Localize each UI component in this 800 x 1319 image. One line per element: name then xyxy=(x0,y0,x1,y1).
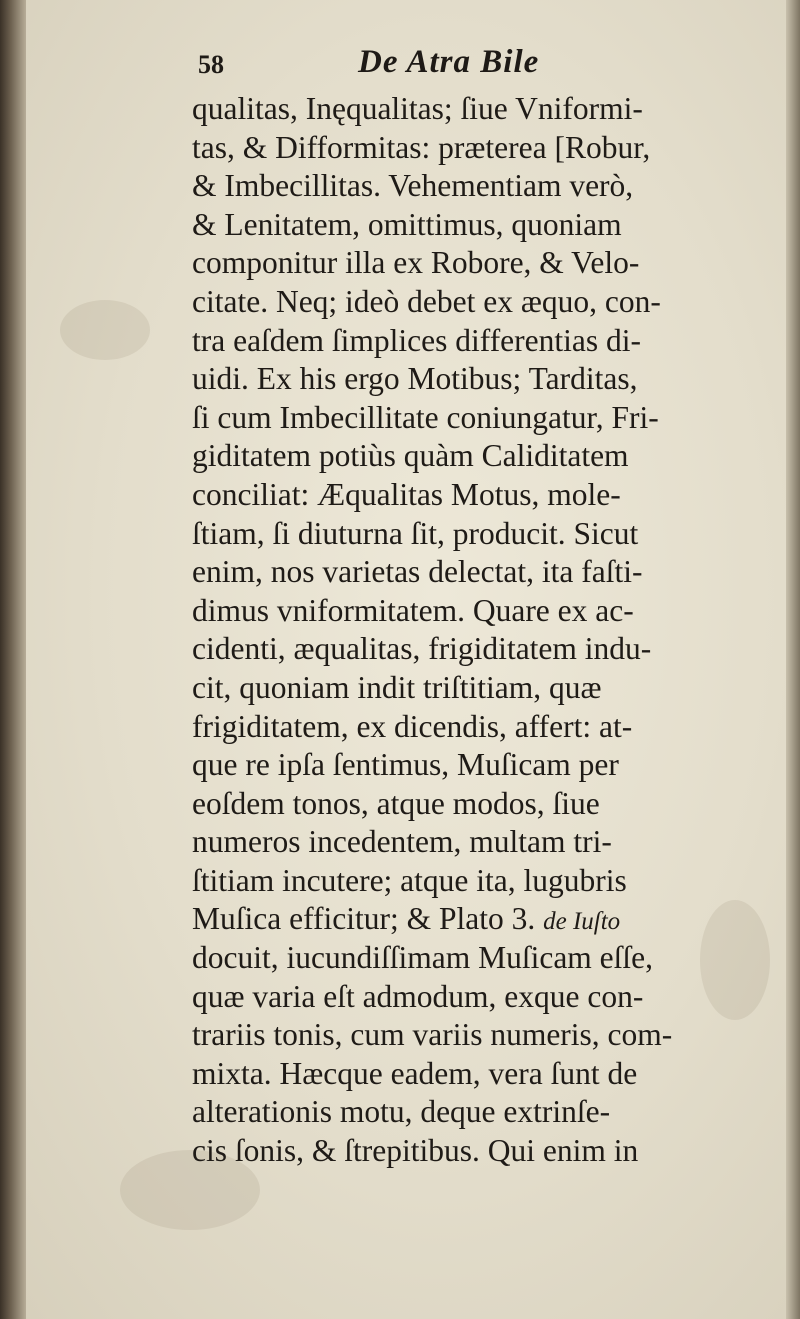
text-line: ſi cum Imbecillitate coniungatur, Fri- xyxy=(192,399,659,435)
text-line: dimus vniformitatem. Quare ex ac- xyxy=(192,592,634,628)
text-line: frigiditatem, ex dicendis, affert: at- xyxy=(192,708,633,744)
text-line: ſtiam, ſi diuturna ſit, producit. Sicut xyxy=(192,515,639,551)
text-line: cit, quoniam indit triſtitiam, quæ xyxy=(192,669,602,705)
page-edge xyxy=(786,0,800,1319)
text-line: tra eaſdem ſimplices differentias di- xyxy=(192,322,641,358)
text-line-with-citation xyxy=(192,900,772,939)
text-line: ſtitiam incutere; atque ita, lugubris xyxy=(192,862,627,898)
text-line: & Lenitatem, omittimus, quoniam xyxy=(192,206,622,242)
text-line: conciliat: Æqualitas Motus, mole- xyxy=(192,476,621,512)
text-line: mixta. Hæcque eadem, vera ſunt de xyxy=(192,1055,638,1091)
text-line: tas, & Difformitas: præterea [Robur, xyxy=(192,129,651,165)
text-line: cis ſonis, & ſtrepitibus. Qui enim in xyxy=(192,1133,639,1169)
text-line: & Imbecillitas. Vehementiam verò, xyxy=(192,168,634,204)
text-line: componitur illa ex Robore, & Velo- xyxy=(192,245,640,281)
page-number: 58 xyxy=(198,50,224,79)
paper-stain xyxy=(60,300,150,360)
text-line: trariis tonis, cum variis numeris, com- xyxy=(192,1017,673,1053)
page-header xyxy=(198,44,668,90)
running-title: De Atra Bile xyxy=(358,44,540,80)
text-line: que re ipſa ſentimus, Muſicam per xyxy=(192,747,619,783)
text-line: cidenti, æqualitas, frigiditatem indu- xyxy=(192,631,652,667)
text-line: quæ varia eſt admodum, exque con- xyxy=(192,978,644,1014)
text-line: citate. Neq; ideò debet ex æquo, con- xyxy=(192,283,661,319)
text-line: giditatem potiùs quàm Caliditatem xyxy=(192,438,629,474)
text-line: eoſdem tonos, atque modos, ſiue xyxy=(192,785,600,821)
text-line: qualitas, Inęqualitas; ſiue Vniformi- xyxy=(192,91,643,126)
text-line: enim, nos varietas delectat, ita faſti- xyxy=(192,554,643,590)
marginal-citation: de Iuſto xyxy=(543,908,621,936)
text-line: uidi. Ex his ergo Motibus; Tarditas, xyxy=(192,361,638,397)
text-line: docuit, iucundiſſimam Muſicam eſſe, xyxy=(192,940,654,976)
body-text xyxy=(192,90,772,1171)
binding-edge xyxy=(0,0,26,1319)
text-fragment: Muſica efficitur; & Plato 3. xyxy=(192,901,536,937)
text-line: alterationis motu, deque extrinſe- xyxy=(192,1094,611,1130)
text-line: numeros incedentem, multam tri- xyxy=(192,824,612,860)
